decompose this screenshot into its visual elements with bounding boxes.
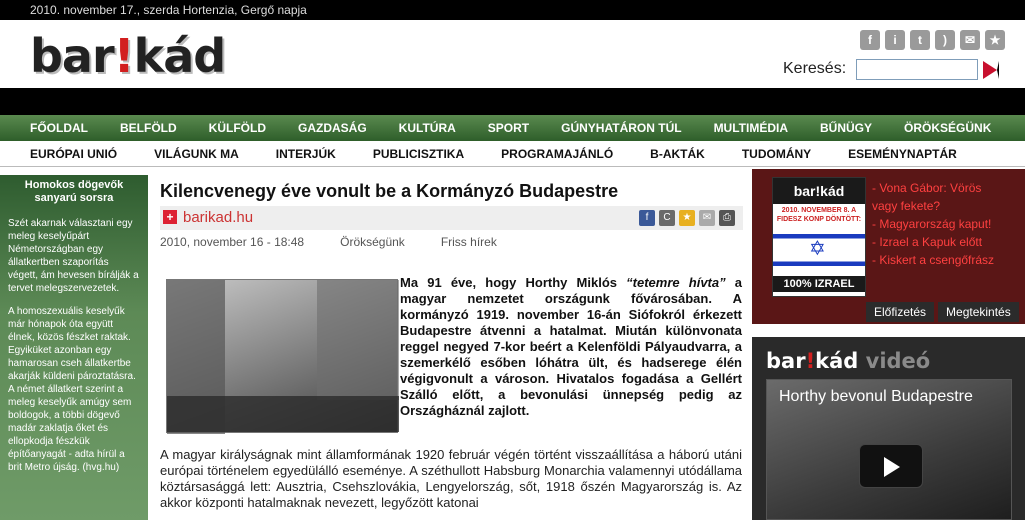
magazine-cover[interactable] <box>772 177 866 297</box>
secondary-nav <box>0 141 1025 167</box>
promo-link[interactable]: - Vona Gábor: Vörös <box>872 181 982 195</box>
promo-link-list <box>872 179 994 269</box>
subscribe-button[interactable]: Előfizetés <box>866 302 934 322</box>
article-title: Kilencvenegy éve vonult be a Kormányzó Budapestre <box>160 181 619 201</box>
video-logo: bar!kád videó <box>766 349 931 373</box>
search-input[interactable] <box>856 59 978 80</box>
magazine-logo: bar!kád <box>773 178 865 204</box>
article-tools <box>639 210 735 226</box>
nav-item-bunugy[interactable]: BŰNÜGY <box>820 121 873 135</box>
email-icon[interactable]: ✉ <box>960 30 980 50</box>
left-panel-paragraph: A homoszexuális keselyűk már hónapok óta együtt élnek, közös fészket raktak. Egyiküket azonban egy hamarosan cseh állatkertbe akarják küldeni pároztatásra. A német állatkert szerint a meleg keselyűk amúgy sem boldogok, a többi dögevő madár zaklatja őket és ellopkodja fészkük építőanyagát - adta hírül a brit Metro újság. (hvg.hu) <box>8 306 136 473</box>
top-date-bar <box>0 0 1025 20</box>
nav-item-europai-unio[interactable]: EURÓPAI UNIÓ <box>30 146 118 161</box>
video-player[interactable] <box>766 379 1012 520</box>
search-button[interactable] <box>983 61 999 79</box>
promo-link[interactable]: vagy fekete? <box>872 199 941 213</box>
main-content <box>0 167 1025 520</box>
search-label: Keresés: <box>783 60 847 77</box>
favorite-icon[interactable]: ★ <box>679 210 695 226</box>
article-meta <box>160 235 743 249</box>
article <box>160 175 743 510</box>
nav-item-oroksegunk[interactable]: ÖRÖKSÉGÜNK <box>904 121 992 135</box>
site-header <box>0 20 1025 88</box>
video-title[interactable]: Horthy bevonul Budapestre <box>779 388 973 405</box>
nav-item-vilagunk-ma[interactable]: VILÁGUNK MA <box>154 146 239 161</box>
magazine-date: 2010. NOVEMBER 8. A FIDESZ KONP DÖNTÖTT: <box>776 207 862 223</box>
nav-item-publicisztika[interactable]: PUBLICISZTIKA <box>372 146 465 161</box>
left-panel-paragraph: Szét akarnak választani egy meleg keselyűpárt Németországban egy állatkertben szaporítás végett, ám hevesen bírálják a tervet melegszervezetek. <box>8 218 139 294</box>
promo-buttons <box>866 302 1019 322</box>
article-lead: Ma 91 éve, hogy Horthy Miklós “tetemre hívta” a magyar nemzetet országunk fővárosában. A kormányzó 1919. november 16-án Siófokról érkezett Budapestre átvenni a hatalmat. Miután különvonata reggel negyed 7-kor beért a Kelenföldi Pályaudvarra, a szemerkélő esőben lóhátra ült, és hadserege élén végigvonult a városon. Hivatalos fogadása a Gellért Szálló előtt, a bevonulási ünnepség pedig az Országháznál zajlott. <box>400 275 743 418</box>
article-body: A magyar királyságnak mint államformának 1920 február végén történt visszaállítása a háború utáni európai történelem egyedülálló eseménye. A széthullott Habsburg Monarchia valamennyi utódállama köztársasággá lett: Ausztria, Csehszlovákia, Lengyelország, sőt, 1918 őszén Magyarország is. Az akkor központi hatalmaknak nevezett, legyőzött katonai <box>160 447 742 510</box>
facebook-icon[interactable]: f <box>860 30 880 50</box>
nav-item-sport[interactable]: SPORT <box>487 121 530 135</box>
left-panel-heading[interactable]: Homokos dögevők sanyarú sorsra <box>24 179 124 204</box>
header-band <box>0 88 1025 115</box>
print-icon[interactable]: ⎙ <box>719 210 735 226</box>
nav-item-esemenynaptar[interactable]: ESEMÉNYNAPTÁR <box>848 146 957 161</box>
article-photo <box>166 279 398 433</box>
nav-item-kulfold[interactable]: KÜLFÖLD <box>208 121 266 135</box>
nav-item-programajanlo[interactable]: PROGRAMAJÁNLÓ <box>501 146 614 161</box>
nav-item-multimedia[interactable]: MULTIMÉDIA <box>713 121 788 135</box>
nav-item-gunyhataron[interactable]: GÚNYHATÁRON TÚL <box>561 121 682 135</box>
nav-item-belfold[interactable]: BELFÖLD <box>120 121 177 135</box>
social-icons <box>860 30 1005 50</box>
nav-item-kultura[interactable]: KULTÚRA <box>398 121 456 135</box>
nav-item-gazdasag[interactable]: GAZDASÁG <box>298 121 367 135</box>
magazine-promo <box>752 169 1025 324</box>
promo-link[interactable]: - Magyarország kaput! <box>872 217 992 231</box>
nav-item-interjuk[interactable]: INTERJÚK <box>275 146 336 161</box>
preview-button[interactable]: Megtekintés <box>938 302 1019 322</box>
video-box <box>752 337 1025 520</box>
left-news-panel <box>0 175 148 520</box>
facebook-share-icon[interactable]: f <box>639 210 655 226</box>
promo-link[interactable]: - Kiskert a csengőfrász <box>872 253 995 267</box>
article-source-row <box>160 206 743 230</box>
israel-flag-image: ✡ <box>773 227 865 273</box>
iwiw-share-icon[interactable]: C <box>659 210 675 226</box>
nav-item-tudomany[interactable]: TUDOMÁNY <box>741 146 812 161</box>
site-logo[interactable]: bar!kád <box>30 29 226 83</box>
twitter-icon[interactable]: t <box>910 30 930 50</box>
rss-icon[interactable]: ) <box>935 30 955 50</box>
article-date: 2010, november 16 - 18:48 <box>160 235 305 249</box>
article-tag[interactable]: Friss hírek <box>440 235 497 249</box>
play-icon <box>884 457 900 477</box>
promo-link[interactable]: - Izrael a Kapuk előtt <box>872 235 983 249</box>
article-source[interactable]: barikad.hu <box>183 209 254 226</box>
magazine-cover-title: 100% IZRAEL <box>773 276 865 292</box>
article-category[interactable]: Örökségünk <box>340 235 405 249</box>
nav-item-b-aktak[interactable]: B-AKTÁK <box>650 146 705 161</box>
plus-icon: + <box>163 210 177 224</box>
iwiw-icon[interactable]: i <box>885 30 905 50</box>
date-text: 2010. november 17., szerda Hortenzia, Gergő napja <box>30 3 307 17</box>
primary-nav <box>0 115 1025 141</box>
favorite-icon[interactable]: ★ <box>985 30 1005 50</box>
email-icon[interactable]: ✉ <box>699 210 715 226</box>
nav-item-fooldal[interactable]: FŐOLDAL <box>30 121 88 135</box>
play-button[interactable] <box>859 444 923 488</box>
